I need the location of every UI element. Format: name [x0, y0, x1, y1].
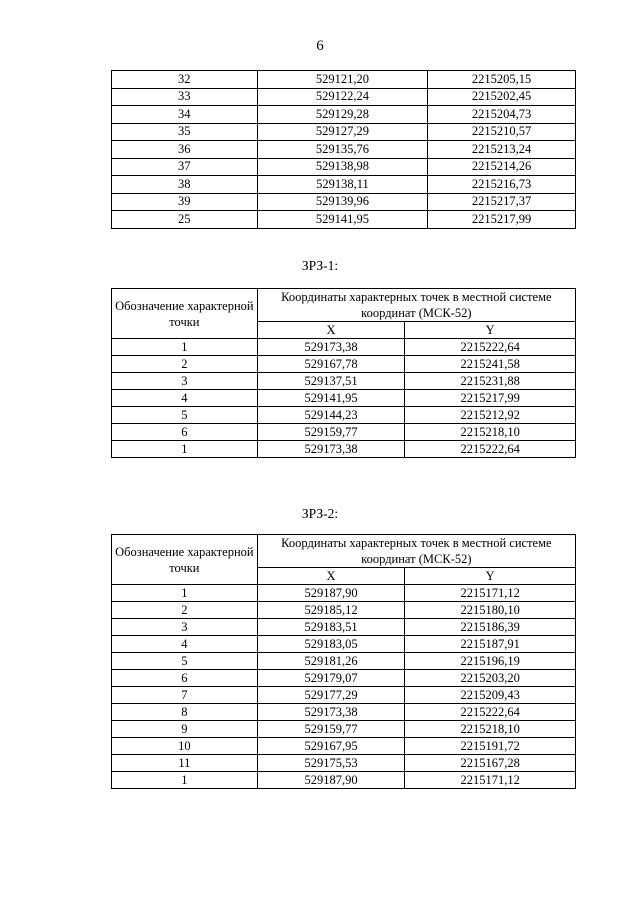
table-row [112, 721, 576, 738]
x-coordinate-cell: 529121,20 [257, 71, 428, 89]
table-row [112, 373, 576, 390]
table-row [112, 141, 576, 159]
x-coordinate-cell: 529175,53 [257, 755, 405, 772]
y-coordinate-cell: 2215222,64 [405, 704, 576, 721]
y-coordinate-cell: 2215191,72 [405, 738, 576, 755]
x-coordinate-cell: 529181,26 [257, 653, 405, 670]
table-row [112, 585, 576, 602]
x-coordinate-cell: 529139,96 [257, 193, 428, 211]
x-coordinate-cell: 529127,29 [257, 123, 428, 141]
point-number-cell: 2 [112, 356, 258, 373]
point-number-cell: 4 [112, 636, 258, 653]
y-coordinate-cell: 2215167,28 [405, 755, 576, 772]
point-number-cell: 11 [112, 755, 258, 772]
y-coordinate-cell: 2215180,10 [405, 602, 576, 619]
x-coordinate-cell: 529187,90 [257, 585, 405, 602]
x-coordinate-cell: 529179,07 [257, 670, 405, 687]
x-coordinate-cell: 529167,95 [257, 738, 405, 755]
x-coordinate-cell: 529177,29 [257, 687, 405, 704]
y-coordinate-cell: 2215209,43 [405, 687, 576, 704]
y-coordinate-cell: 2215222,64 [405, 441, 576, 458]
y-coordinate-cell: 2215202,45 [428, 88, 576, 106]
y-coordinate-cell: 2215222,64 [405, 339, 576, 356]
x-coordinate-cell: 529183,51 [257, 619, 405, 636]
zrz1-caption: ЗРЗ-1: [301, 258, 339, 273]
point-number-cell: 6 [112, 424, 258, 441]
table-row [112, 407, 576, 424]
table-body [112, 339, 576, 458]
y-coordinate-cell: 2215218,10 [405, 424, 576, 441]
table-row [112, 441, 576, 458]
point-number-cell: 10 [112, 738, 258, 755]
point-number-cell: 1 [112, 585, 258, 602]
table-row [112, 356, 576, 373]
x-coordinate-cell: 529137,51 [257, 373, 405, 390]
table-row [112, 176, 576, 194]
x-coordinate-cell: 529173,38 [257, 441, 405, 458]
y-coordinate-cell: 2215186,39 [405, 619, 576, 636]
header-coords-label: Координаты характерных точек в местной системе координат (МСК-52) [257, 535, 575, 568]
point-number-cell: 1 [112, 339, 258, 356]
y-coordinate-cell: 2215213,24 [428, 141, 576, 159]
header-y: Y [405, 322, 576, 339]
x-coordinate-cell: 529185,12 [257, 602, 405, 619]
x-coordinate-cell: 529159,77 [257, 721, 405, 738]
table-row [112, 755, 576, 772]
point-number-cell: 25 [112, 211, 258, 229]
y-coordinate-cell: 2215171,12 [405, 772, 576, 789]
x-coordinate-cell: 529138,11 [257, 176, 428, 194]
y-coordinate-cell: 2215214,26 [428, 158, 576, 176]
zrz2-table [111, 534, 576, 789]
point-number-cell: 4 [112, 390, 258, 407]
point-number-cell: 34 [112, 106, 258, 124]
point-number-cell: 1 [112, 772, 258, 789]
table-row [112, 636, 576, 653]
y-coordinate-cell: 2215205,15 [428, 71, 576, 89]
table-row [112, 211, 576, 229]
table-row [112, 339, 576, 356]
table-row [112, 602, 576, 619]
y-coordinate-cell: 2215217,37 [428, 193, 576, 211]
x-coordinate-cell: 529187,90 [257, 772, 405, 789]
point-number-cell: 39 [112, 193, 258, 211]
page-number: 6 [316, 38, 324, 54]
y-coordinate-cell: 2215241,58 [405, 356, 576, 373]
point-number-cell: 7 [112, 687, 258, 704]
x-coordinate-cell: 529173,38 [257, 339, 405, 356]
table-row [112, 424, 576, 441]
point-number-cell: 3 [112, 373, 258, 390]
point-number-cell: 1 [112, 441, 258, 458]
point-number-cell: 2 [112, 602, 258, 619]
table-row [112, 653, 576, 670]
y-coordinate-cell: 2215217,99 [428, 211, 576, 229]
table-row [112, 619, 576, 636]
x-coordinate-cell: 529167,78 [257, 356, 405, 373]
table-body [112, 71, 576, 229]
zrz1-table [111, 288, 576, 458]
header-y: Y [405, 568, 576, 585]
x-coordinate-cell: 529159,77 [257, 424, 405, 441]
zrz2-caption: ЗРЗ-2: [301, 506, 339, 521]
point-number-cell: 5 [112, 653, 258, 670]
table-row [112, 390, 576, 407]
table-row [112, 106, 576, 124]
table-row [112, 71, 576, 89]
point-number-cell: 38 [112, 176, 258, 194]
point-number-cell: 9 [112, 721, 258, 738]
header-point-label: Обозначение характерной точки [112, 289, 258, 339]
point-number-cell: 36 [112, 141, 258, 159]
point-number-cell: 3 [112, 619, 258, 636]
point-number-cell: 6 [112, 670, 258, 687]
point-number-cell: 35 [112, 123, 258, 141]
point-number-cell: 8 [112, 704, 258, 721]
table-row [112, 687, 576, 704]
y-coordinate-cell: 2215196,19 [405, 653, 576, 670]
y-coordinate-cell: 2215187,91 [405, 636, 576, 653]
y-coordinate-cell: 2215212,92 [405, 407, 576, 424]
x-coordinate-cell: 529129,28 [257, 106, 428, 124]
x-coordinate-cell: 529141,95 [257, 390, 405, 407]
table-row [112, 738, 576, 755]
header-x: X [257, 322, 405, 339]
point-number-cell: 32 [112, 71, 258, 89]
coordinates-table-continuation [111, 70, 576, 229]
table-row [112, 670, 576, 687]
header-point-label: Обозначение характерной точки [112, 535, 258, 585]
y-coordinate-cell: 2215231,88 [405, 373, 576, 390]
table-row [112, 158, 576, 176]
y-coordinate-cell: 2215203,20 [405, 670, 576, 687]
table-row [112, 772, 576, 789]
y-coordinate-cell: 2215204,73 [428, 106, 576, 124]
x-coordinate-cell: 529141,95 [257, 211, 428, 229]
x-coordinate-cell: 529122,24 [257, 88, 428, 106]
header-x: X [257, 568, 405, 585]
point-number-cell: 33 [112, 88, 258, 106]
y-coordinate-cell: 2215217,99 [405, 390, 576, 407]
x-coordinate-cell: 529144,23 [257, 407, 405, 424]
y-coordinate-cell: 2215210,57 [428, 123, 576, 141]
y-coordinate-cell: 2215171,12 [405, 585, 576, 602]
x-coordinate-cell: 529138,98 [257, 158, 428, 176]
x-coordinate-cell: 529135,76 [257, 141, 428, 159]
table-body [112, 585, 576, 789]
y-coordinate-cell: 2215218,10 [405, 721, 576, 738]
y-coordinate-cell: 2215216,73 [428, 176, 576, 194]
table-row [112, 704, 576, 721]
table-row [112, 123, 576, 141]
x-coordinate-cell: 529173,38 [257, 704, 405, 721]
table-row [112, 193, 576, 211]
point-number-cell: 37 [112, 158, 258, 176]
x-coordinate-cell: 529183,05 [257, 636, 405, 653]
point-number-cell: 5 [112, 407, 258, 424]
table-row [112, 88, 576, 106]
header-coords-label: Координаты характерных точек в местной системе координат (МСК-52) [257, 289, 575, 322]
